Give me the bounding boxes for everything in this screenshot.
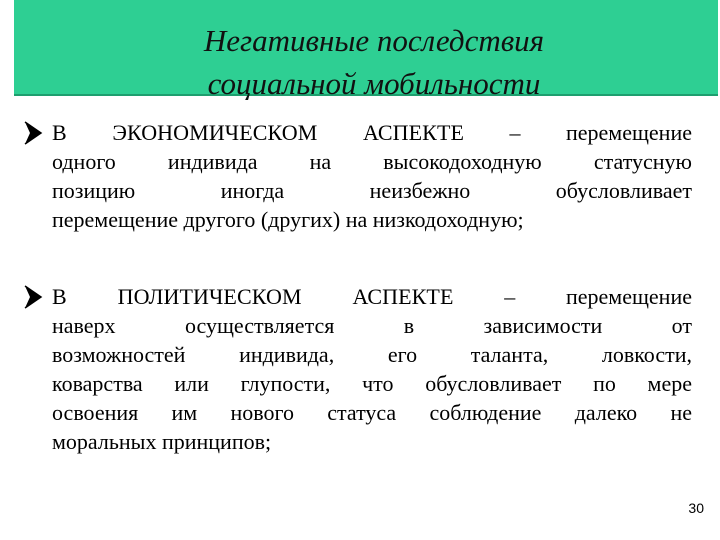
slide-title-line-2: социальной мобильности [207, 66, 541, 101]
bullet-heading: В ПОЛИТИЧЕСКОМ АСПЕКТЕ [52, 284, 454, 309]
bullet-line: перемещение другого (других) на низкодоходную; [52, 207, 524, 232]
bullet-line: освоения им нового статуса соблюдение далеко не [52, 400, 692, 425]
bullet-line [52, 118, 692, 147]
page-number: 30 [688, 500, 704, 516]
bullet-line: позицию иногда неизбежно обусловливает [52, 178, 692, 203]
bullet-text: – перемещение [509, 120, 692, 145]
arrow-bullet-icon [22, 284, 44, 310]
bullet-line: одного индивида на высокодоходную статусную [52, 149, 692, 174]
title-band [14, 0, 718, 101]
bullet-economic [52, 118, 692, 234]
bullet-line: коварства или глупости, что обусловливает по мере [52, 371, 692, 396]
bullet-text: – перемещение [504, 284, 692, 309]
bullet-line: моральных принципов; [52, 429, 272, 454]
bullet-line: возможностей индивида, его таланта, ловкости, [52, 342, 692, 367]
slide-title-line-1: Негативные последствия [203, 23, 545, 58]
arrow-bullet-icon [22, 120, 44, 146]
bullet-line: наверх осуществляется в зависимости от [52, 313, 692, 338]
bullet-political [52, 282, 692, 456]
bullet-line [52, 282, 692, 311]
bullet-heading: В ЭКОНОМИЧЕСКОМ АСПЕКТЕ [52, 120, 465, 145]
